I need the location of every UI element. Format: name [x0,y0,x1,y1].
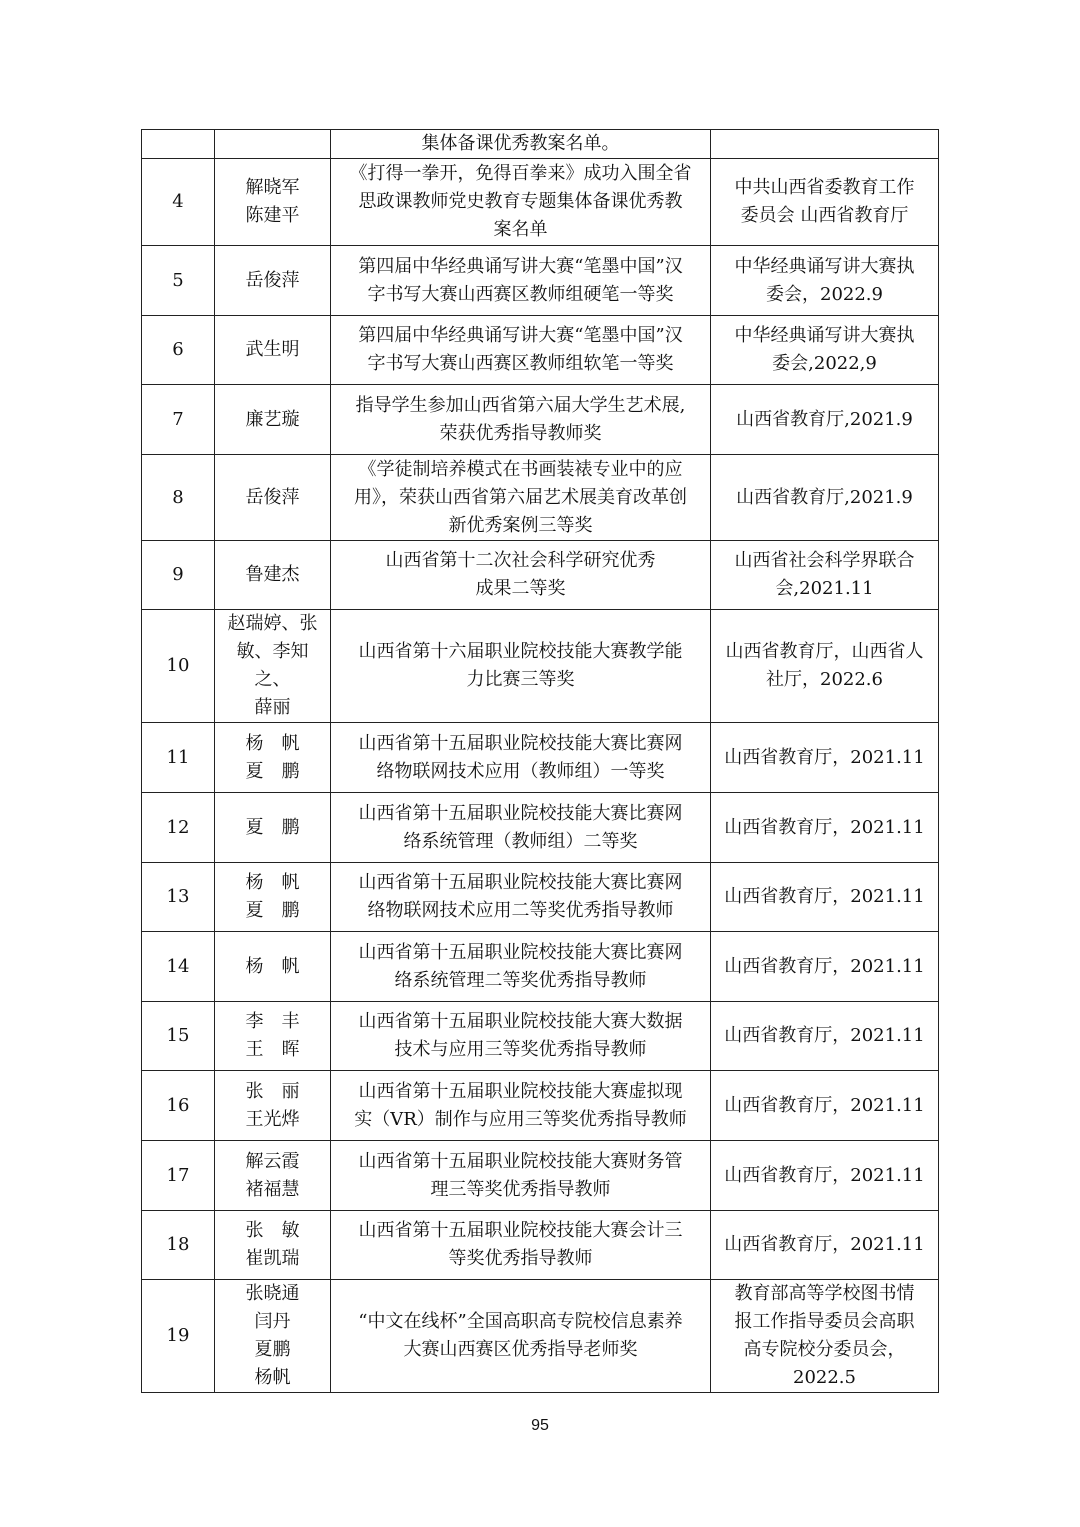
table-row [142,316,939,385]
awardee-names-cell: 解云霞 褚福慧 [215,1141,331,1211]
issuing-body-cell: 中华经典诵写讲大赛执 委会,2022,9 [711,316,939,385]
award-description-cell: 山西省第十二次社会科学研究优秀 成果二等奖 [331,541,711,610]
issuing-body-cell: 教育部高等学校图书情 报工作指导委员会高职 高专院校分委员会， 2022.5 [711,1280,939,1393]
award-description-cell: 《打得一拳开，免得百拳来》成功入围全省 思政课教师党史教育专题集体备课优秀教 案名单 [331,159,711,246]
awardee-names-cell: 杨 帆 夏 鹏 [215,723,331,793]
table-row [142,863,939,932]
issuing-body-cell: 山西省教育厅，2021.11 [711,1071,939,1141]
awardee-names-cell: 张 敏 崔凯瑞 [215,1211,331,1280]
awardee-names-cell: 夏 鹏 [215,793,331,863]
award-description-cell: “中文在线杯”全国高职高专院校信息素养 大赛山西赛区优秀指导老师奖 [331,1280,711,1393]
award-description-cell: 第四届中华经典诵写讲大赛“笔墨中国”汉 字书写大赛山西赛区教师组硬笔一等奖 [331,246,711,316]
row-number-cell: 5 [142,246,215,316]
awardee-names-cell [215,130,331,159]
row-number-cell: 10 [142,610,215,723]
awardee-names-cell: 鲁建杰 [215,541,331,610]
issuing-body-cell: 中共山西省委教育工作 委员会 山西省教育厅 [711,159,939,246]
row-number-cell: 13 [142,863,215,932]
table-row [142,1071,939,1141]
issuing-body-cell: 山西省教育厅，2021.11 [711,863,939,932]
table-row [142,932,939,1002]
row-number-cell: 18 [142,1211,215,1280]
table-row [142,1141,939,1211]
row-number-cell: 19 [142,1280,215,1393]
award-description-cell: 山西省第十五届职业院校技能大赛比赛网 络系统管理二等奖优秀指导教师 [331,932,711,1002]
table-row [142,159,939,246]
awardee-names-cell: 张晓通 闫丹 夏鹏 杨帆 [215,1280,331,1393]
award-description-cell: 山西省第十五届职业院校技能大赛比赛网 络系统管理（教师组）二等奖 [331,793,711,863]
row-number-cell: 6 [142,316,215,385]
row-number-cell: 8 [142,455,215,541]
issuing-body-cell: 中华经典诵写讲大赛执 委会，2022.9 [711,246,939,316]
row-number-cell: 17 [142,1141,215,1211]
award-description-cell: 山西省第十五届职业院校技能大赛大数据 技术与应用三等奖优秀指导教师 [331,1002,711,1071]
issuing-body-cell: 山西省教育厅，2021.11 [711,1002,939,1071]
row-number-cell: 9 [142,541,215,610]
table-row [142,1002,939,1071]
award-description-cell: 第四届中华经典诵写讲大赛“笔墨中国”汉 字书写大赛山西赛区教师组软笔一等奖 [331,316,711,385]
awardee-names-cell: 李 丰 王 晖 [215,1002,331,1071]
awardee-names-cell: 解晓军 陈建平 [215,159,331,246]
issuing-body-cell: 山西省教育厅，2021.11 [711,723,939,793]
row-number-cell: 12 [142,793,215,863]
awards-table [141,129,939,1393]
row-number-cell: 11 [142,723,215,793]
row-number-cell: 15 [142,1002,215,1071]
table-row [142,1211,939,1280]
awardee-names-cell: 岳俊萍 [215,246,331,316]
award-description-cell: 山西省第十五届职业院校技能大赛比赛网 络物联网技术应用（教师组）一等奖 [331,723,711,793]
table-row [142,455,939,541]
table-row [142,130,939,159]
table-row [142,246,939,316]
issuing-body-cell: 山西省教育厅,2021.9 [711,385,939,455]
award-description-cell: 指导学生参加山西省第六届大学生艺术展, 荣获优秀指导教师奖 [331,385,711,455]
awardee-names-cell: 廉艺璇 [215,385,331,455]
awardee-names-cell: 张 丽 王光烨 [215,1071,331,1141]
issuing-body-cell: 山西省教育厅，山西省人 社厅，2022.6 [711,610,939,723]
award-description-cell: 集体备课优秀教案名单。 [331,130,711,159]
issuing-body-cell [711,130,939,159]
awardee-names-cell: 赵瑞婷、张 敏、李知之、 薛丽 [215,610,331,723]
issuing-body-cell: 山西省社会科学界联合 会,2021.11 [711,541,939,610]
page-number: 95 [531,1417,549,1434]
awardee-names-cell: 武生明 [215,316,331,385]
issuing-body-cell: 山西省教育厅，2021.11 [711,1141,939,1211]
row-number-cell [142,130,215,159]
row-number-cell: 16 [142,1071,215,1141]
award-description-cell: 山西省第十五届职业院校技能大赛虚拟现 实（VR）制作与应用三等奖优秀指导教师 [331,1071,711,1141]
table-row [142,541,939,610]
table-row [142,610,939,723]
table-row [142,1280,939,1393]
table-row [142,723,939,793]
award-description-cell: 山西省第十五届职业院校技能大赛会计三 等奖优秀指导教师 [331,1211,711,1280]
awardee-names-cell: 杨 帆 夏 鹏 [215,863,331,932]
table-row [142,385,939,455]
award-description-cell: 《学徒制培养模式在书画装裱专业中的应 用》，荣获山西省第六届艺术展美育改革创 新优秀案例三等奖 [331,455,711,541]
award-description-cell: 山西省第十六届职业院校技能大赛教学能 力比赛三等奖 [331,610,711,723]
awardee-names-cell: 杨 帆 [215,932,331,1002]
award-description-cell: 山西省第十五届职业院校技能大赛比赛网 络物联网技术应用二等奖优秀指导教师 [331,863,711,932]
issuing-body-cell: 山西省教育厅，2021.11 [711,793,939,863]
awardee-names-cell: 岳俊萍 [215,455,331,541]
issuing-body-cell: 山西省教育厅，2021.11 [711,932,939,1002]
issuing-body-cell: 山西省教育厅,2021.9 [711,455,939,541]
award-description-cell: 山西省第十五届职业院校技能大赛财务管 理三等奖优秀指导教师 [331,1141,711,1211]
table-row [142,793,939,863]
row-number-cell: 7 [142,385,215,455]
row-number-cell: 4 [142,159,215,246]
row-number-cell: 14 [142,932,215,1002]
issuing-body-cell: 山西省教育厅，2021.11 [711,1211,939,1280]
